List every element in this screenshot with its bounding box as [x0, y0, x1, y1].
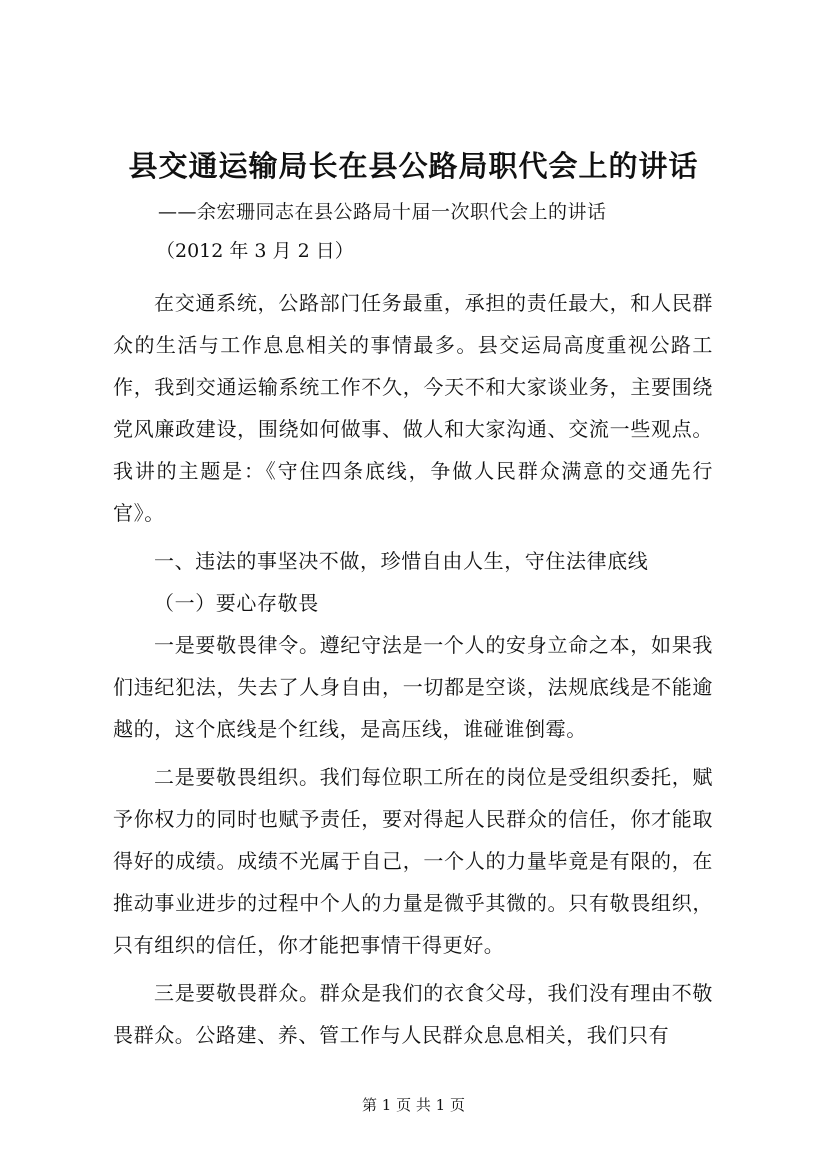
- document-date: （2012 年 3 月 2 日）: [156, 240, 354, 262]
- document-body: [113, 282, 713, 1056]
- subsection-heading-1: （一）要心存敬畏: [154, 591, 319, 615]
- paragraph-respect-masses: 三是要敬畏群众。群众是我们的衣食父母，我们没有理由不敬畏群众。公路建、养、管工作与人民群众息息相关，我们只有: [113, 981, 713, 1047]
- document-subtitle: ——余宏珊同志在县公路局十届一次职代会上的讲话: [158, 201, 607, 223]
- paragraph-respect-law: 一是要敬畏律令。遵纪守法是一个人的安身立命之本，如果我们违纪犯法，失去了人身自由，一切都是空谈，法规底线是不能逾越的，这个底线是个红线，是高压线，谁碰谁倒霉。: [113, 633, 713, 741]
- paragraph-respect-organization: 二是要敬畏组织。我们每位职工所在的岗位是受组织委托，赋予你权力的同时也赋予责任，要对得起人民群众的信任，你才能取得好的成绩。成绩不光属于自己，一个人的力量毕竟是有限的，在推动事业进步的过程中个人的力量是微乎其微的。只有敬畏组织，只有组织的信任，你才能把事情干得更好。: [113, 765, 713, 957]
- page-footer: 第 1 页 共 1 页: [362, 1096, 465, 1114]
- paragraph-intro: 在交通系统，公路部门任务最重，承担的责任最大，和人民群众的生活与工作息息相关的事情最多。县交运局高度重视公路工作，我到交通运输系统工作不久，今天不和大家谈业务，主要围绕党风廉政建设，围绕如何做事、做人和大家沟通、交流一些观点。我讲的主题是：《守住四条底线，争做人民群众满意的交通先行官》。: [113, 291, 713, 525]
- section-heading-1: 一、违法的事坚决不做，珍惜自由人生，守住法律底线: [154, 549, 649, 573]
- document-title: 县交通运输局长在县公路局职代会上的讲话: [128, 149, 699, 183]
